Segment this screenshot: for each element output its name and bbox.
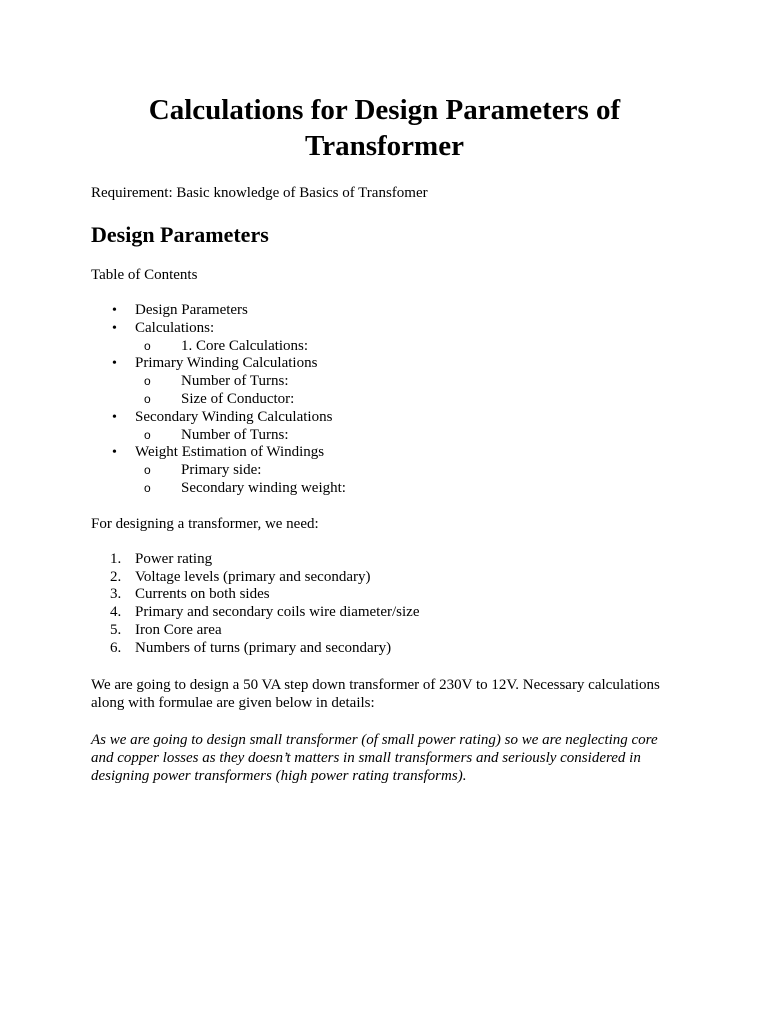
list-item xyxy=(91,551,676,569)
list-number: 6. xyxy=(110,639,122,656)
paragraph-line-1: We are going to design a 50 VA step down transformer of 230V to 12V. Necessary calculations xyxy=(91,676,660,693)
toc-subitem-label: Number of Turns: xyxy=(181,373,289,390)
title-line-2: Transformer xyxy=(305,130,464,162)
toc-subitem[interactable] xyxy=(135,338,676,356)
toc-sublist xyxy=(135,427,676,445)
bullet-icon: • xyxy=(112,356,117,372)
sub-bullet-icon: o xyxy=(144,374,151,389)
title-line-1: Calculations for Design Parameters of xyxy=(148,94,621,126)
italic-note xyxy=(91,731,676,785)
note-line-3: designing power transformers (high power rating transforms). xyxy=(91,767,467,784)
bullet-icon: • xyxy=(112,445,117,461)
toc-item[interactable] xyxy=(91,444,676,497)
list-number: 3. xyxy=(110,586,122,603)
toc-subitem-label: Secondary winding weight: xyxy=(181,479,346,496)
list-item-text: Primary and secondary coils wire diameter/size xyxy=(135,604,420,621)
toc-item-label: Primary Winding Calculations xyxy=(135,355,318,372)
toc-item[interactable] xyxy=(91,320,676,356)
list-item-text: Iron Core area xyxy=(135,621,222,638)
note-line-2: and copper losses as they doesn’t matters in small transformers and seriously considered in xyxy=(91,749,641,766)
toc-item[interactable] xyxy=(91,355,676,408)
requirements-list xyxy=(91,551,676,658)
sub-bullet-icon: o xyxy=(144,463,151,478)
list-number: 4. xyxy=(110,604,122,621)
list-item xyxy=(91,569,676,587)
sub-bullet-icon: o xyxy=(144,391,151,406)
toc-item[interactable] xyxy=(91,409,676,445)
sub-bullet-icon: o xyxy=(144,480,151,495)
intro-text: For designing a transformer, we need: xyxy=(91,515,319,532)
list-item-text: Numbers of turns (primary and secondary) xyxy=(135,639,392,656)
sub-bullet-icon: o xyxy=(144,427,151,442)
bullet-icon: • xyxy=(112,320,117,336)
toc-subitem-label: 1. Core Calculations: xyxy=(181,337,309,354)
list-item xyxy=(91,622,676,640)
list-item-text: Currents on both sides xyxy=(135,586,270,603)
requirement-text: Requirement: Basic knowledge of Basics of Transfomer xyxy=(91,185,428,201)
toc-sublist xyxy=(135,373,676,409)
toc-item-label: Weight Estimation of Windings xyxy=(135,444,325,461)
table-of-contents xyxy=(91,302,676,498)
toc-subitem[interactable] xyxy=(135,373,676,391)
list-item xyxy=(91,586,676,604)
toc-subitem[interactable] xyxy=(135,427,676,445)
sub-bullet-icon: o xyxy=(144,338,151,353)
toc-subitem[interactable] xyxy=(135,391,676,409)
toc-item-label: Calculations: xyxy=(135,319,215,336)
toc-item-label: Design Parameters xyxy=(135,302,248,318)
toc-subitem-label: Number of Turns: xyxy=(181,426,289,443)
toc-subitem-label: Primary side: xyxy=(181,462,262,479)
list-item-text: Voltage levels (primary and secondary) xyxy=(135,568,371,585)
list-number: 2. xyxy=(110,568,122,585)
toc-subitem-label: Size of Conductor: xyxy=(181,390,295,407)
toc-sublist xyxy=(135,462,676,498)
toc-label: Table of Contents xyxy=(91,267,198,283)
design-paragraph xyxy=(91,676,676,712)
toc-item-label: Secondary Winding Calculations xyxy=(135,408,333,425)
list-item xyxy=(91,604,676,622)
toc-subitem[interactable] xyxy=(135,480,676,498)
list-number: 5. xyxy=(110,621,122,638)
toc-item[interactable] xyxy=(91,302,676,320)
paragraph-line-2: along with formulae are given below in details: xyxy=(91,694,375,711)
bullet-icon: • xyxy=(112,303,117,318)
page-title xyxy=(91,92,676,164)
toc-sublist xyxy=(135,338,676,356)
bullet-icon: • xyxy=(112,409,117,425)
section-heading: Design Parameters xyxy=(91,222,269,247)
list-number: 1. xyxy=(110,550,122,567)
toc-subitem[interactable] xyxy=(135,462,676,480)
note-line-1: As we are going to design small transformer (of small power rating) so we are neglecting core xyxy=(91,731,658,748)
list-item xyxy=(91,640,676,658)
list-item-text: Power rating xyxy=(135,550,213,567)
